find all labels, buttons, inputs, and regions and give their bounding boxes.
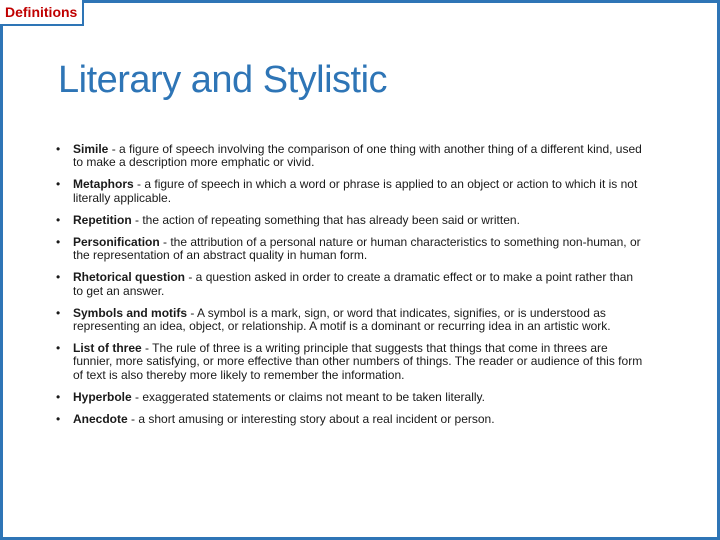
definition-text: - a figure of speech involving the comparison of one thing with another thing of a different kind, used to make a description more emphatic or vivid. — [73, 142, 642, 170]
bullet-icon: • — [56, 142, 61, 156]
definition-item-anecdote — [56, 413, 646, 426]
definition-text: - the action of repeating something that has already been said or written. — [131, 212, 520, 227]
bullet-icon: • — [56, 341, 61, 356]
definition-item-rhetorical-question — [56, 271, 646, 297]
bullet-icon: • — [56, 235, 61, 250]
definition-item-simile — [56, 143, 646, 169]
definition-text: - a figure of speech in which a word or phrase is applied to an object or action to which it is not literally applicable. — [73, 177, 638, 205]
bullet-icon: • — [56, 177, 61, 192]
definition-text: - the attribution of a personal nature or human characteristics to something non-human, or the representation of an abstract quality in human form. — [73, 235, 641, 263]
definition-term: Hyperbole — [73, 389, 132, 404]
definition-text: - a question asked in order to create a dramatic effect or to make a point rather than to get an answer. — [73, 270, 634, 298]
bullet-icon: • — [56, 305, 61, 320]
definition-term: Personification — [73, 235, 160, 250]
definition-item-metaphors — [56, 178, 646, 204]
definition-term: Symbols and motifs — [73, 305, 188, 320]
definition-term: Metaphors — [73, 177, 134, 192]
definition-term: List of three — [73, 341, 142, 356]
definition-text: - The rule of three is a writing principle that suggests that things that come in threes are funnier, more satisfying, or more effective than other numbers of things. The reader or audience of this form of text is also thereby more likely to remember the information. — [73, 341, 643, 382]
bullet-icon: • — [56, 412, 61, 427]
bullet-icon: • — [56, 212, 61, 227]
slide-title: Literary and Stylistic — [58, 59, 388, 101]
definition-item-hyperbole — [56, 391, 646, 404]
definition-item-list-of-three — [56, 342, 646, 382]
definition-term: Repetition — [73, 212, 132, 227]
definition-text: - a short amusing or interesting story about a real incident or person. — [127, 412, 495, 427]
definition-item-personification — [56, 236, 646, 262]
section-tag: Definitions — [0, 0, 84, 26]
definition-term: Anecdote — [73, 412, 128, 427]
definition-item-symbols-and-motifs — [56, 307, 646, 333]
bullet-icon: • — [56, 270, 61, 285]
definitions-list — [56, 143, 646, 435]
definition-text: - exaggerated statements or claims not meant to be taken literally. — [131, 389, 485, 404]
definition-term: Rhetorical question — [73, 270, 186, 285]
definition-item-repetition — [56, 214, 646, 227]
definition-term: Simile — [73, 142, 109, 156]
definition-text: - A symbol is a mark, sign, or word that indicates, signifies, or is understood as representing an idea, object, or relationship. A motif is a dominant or recurring idea in an artistic work. — [73, 305, 611, 334]
bullet-icon: • — [56, 389, 61, 404]
